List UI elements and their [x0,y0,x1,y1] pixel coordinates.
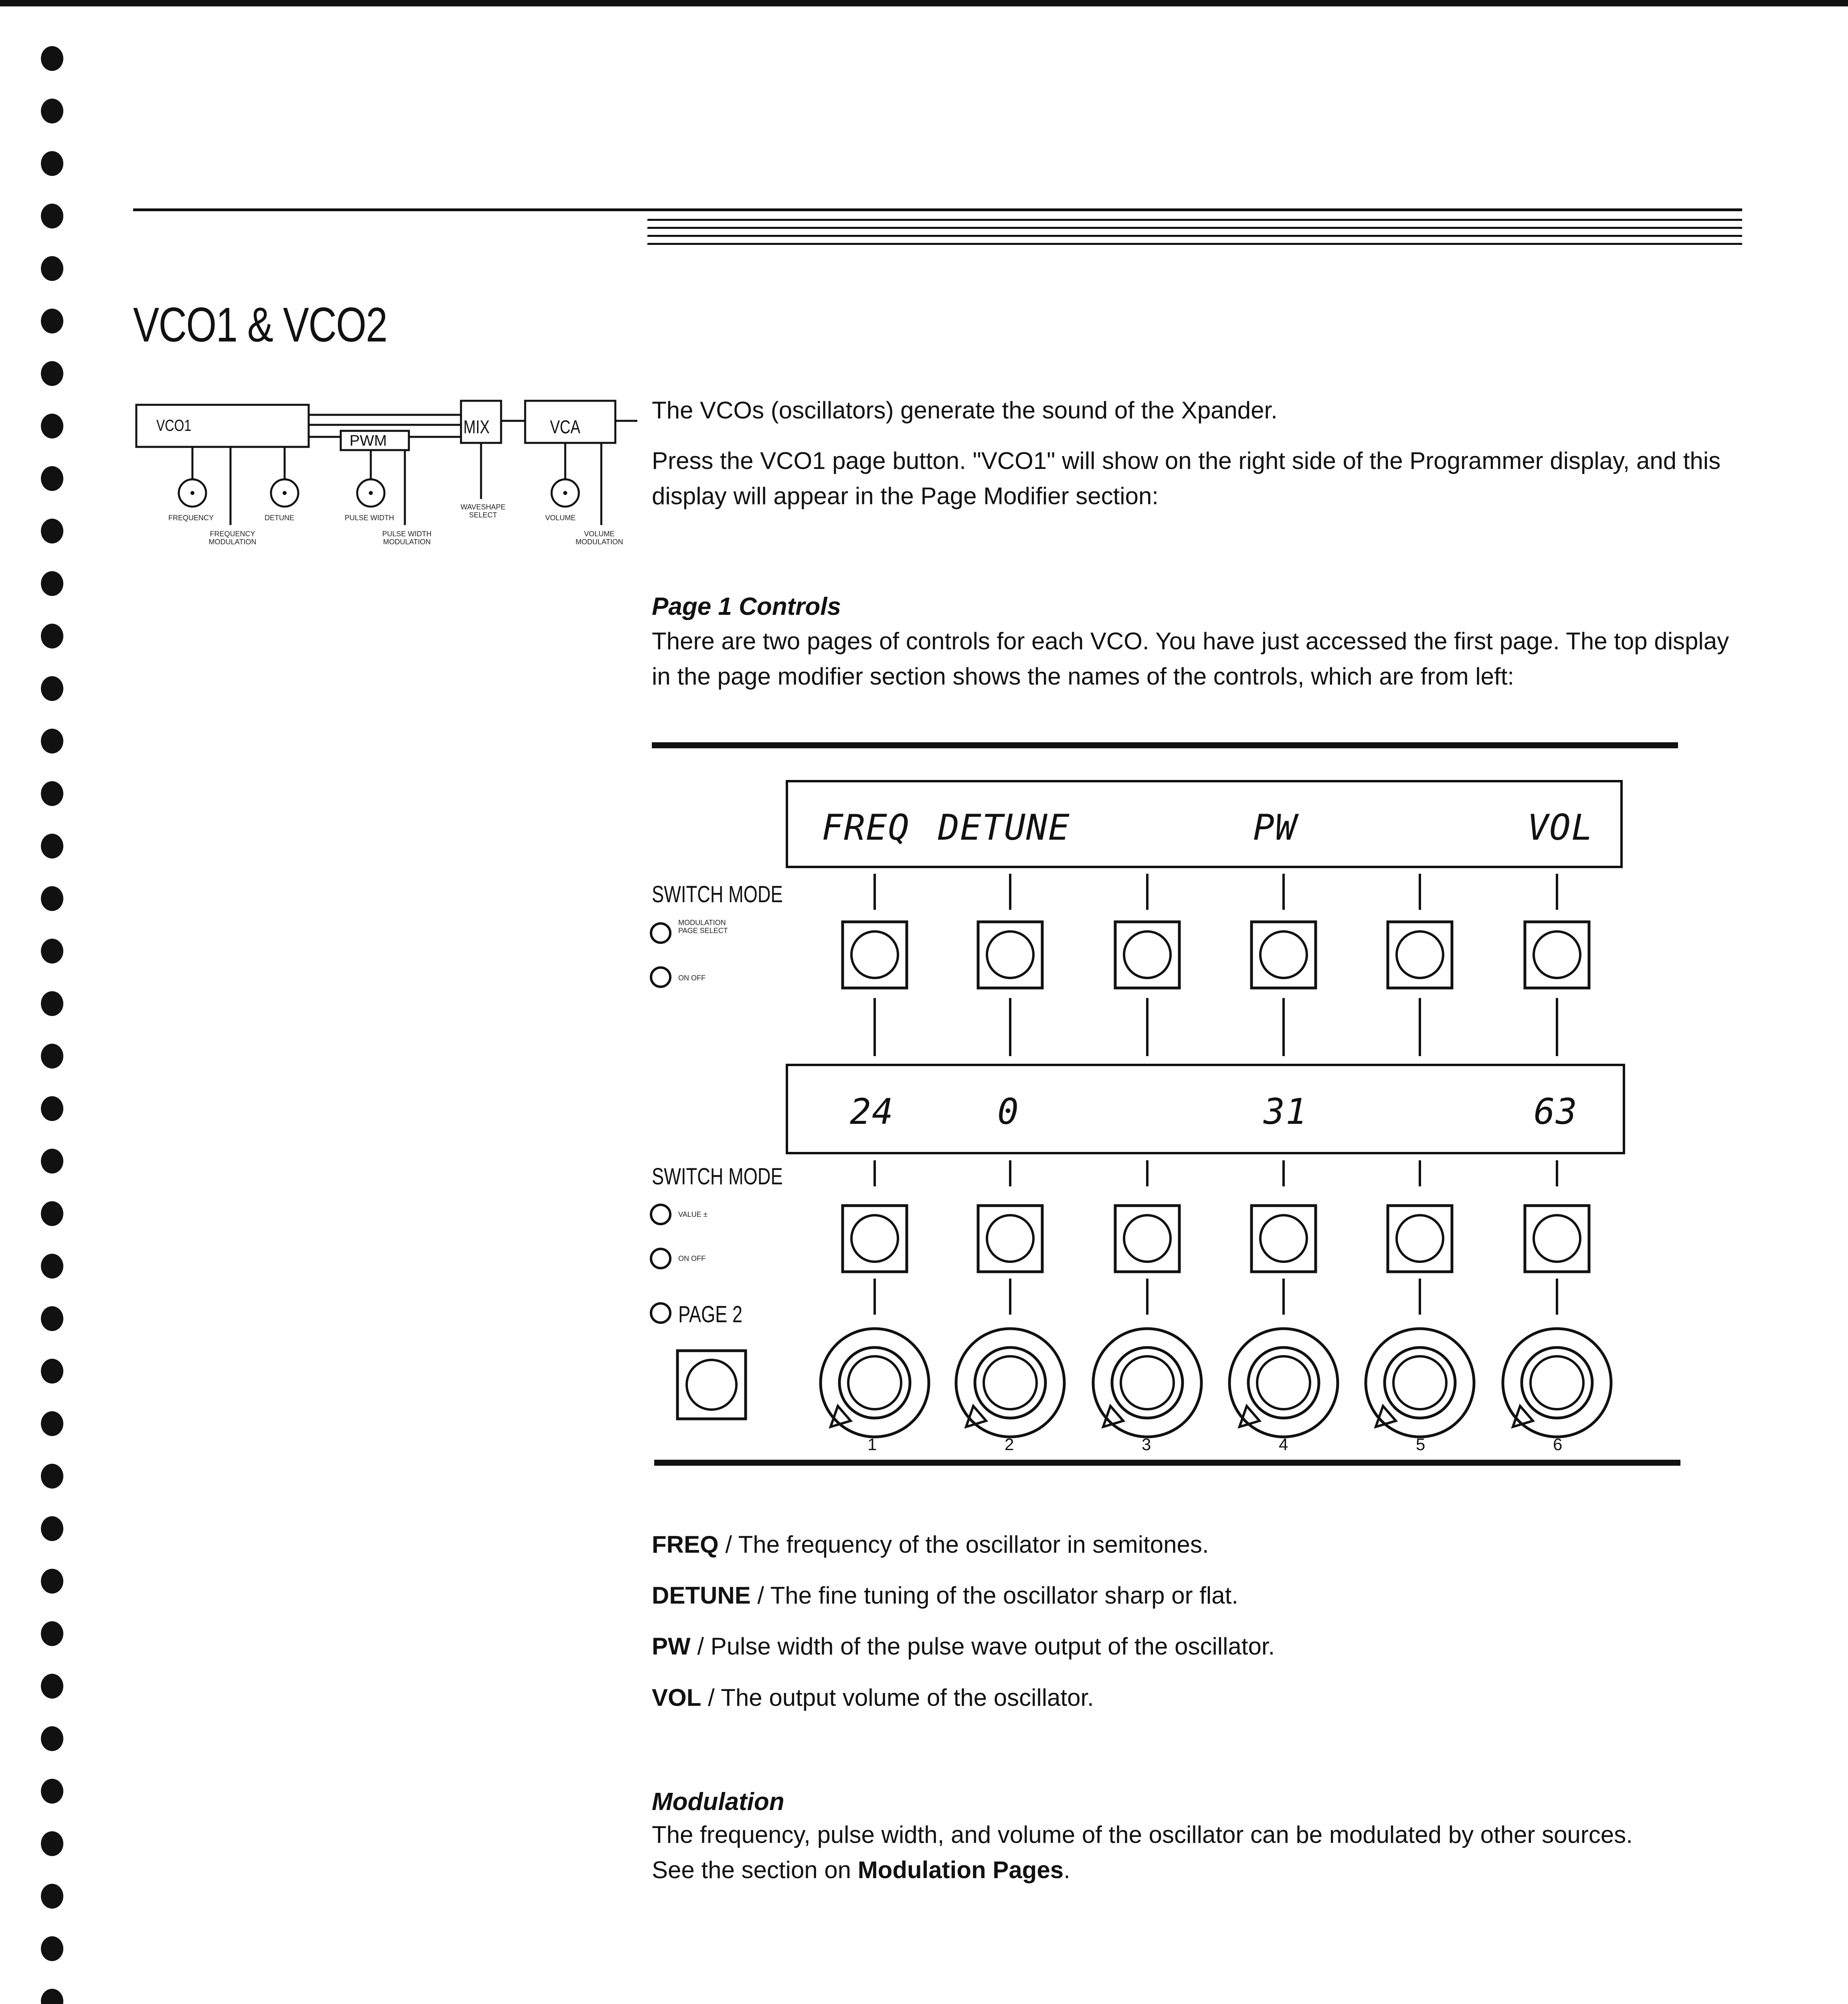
binding-hole [41,1674,63,1699]
binding-hole [41,939,63,964]
vca-box-label: VCA [550,416,580,437]
binding-hole [41,729,63,754]
binding-hole [41,1306,63,1331]
page-modifier-panel [641,866,1628,1459]
waveshape-select-label: WAVESHAPE SELECT [460,503,506,519]
header-rule [133,208,1742,211]
binding-hole [41,1569,63,1594]
knob-pointer-icon[interactable] [831,1406,851,1427]
pulse-width-knob-label: PULSE WIDTH [345,514,394,522]
definition-pw: PW / Pulse width of the pulse wave output of the oscillator. [652,1633,1275,1660]
value-knob-1[interactable] [821,1329,929,1437]
binding-hole [41,1989,63,2004]
top-display-pw: PW [1253,807,1297,848]
value-knob-6[interactable] [1503,1329,1611,1437]
knob-number-1: 1 [867,1435,877,1454]
page1-paragraph: There are two pages of controls for each VCO. You have just accessed the first page. The top display in the page modifier section shows the names of the controls, which are from left: [652,628,1729,690]
volume-modulation-label: VOLUME MODULATION [575,530,623,546]
frequency-knob-label: FREQUENCY [168,514,214,522]
header-rule-stripe [647,243,1742,245]
panel-bottom-rule [654,1460,1680,1466]
bottom-display-freq-value: 24 [850,1091,894,1132]
upper-switch-mode-label: SWITCH MODE [652,881,783,907]
value-knob-4[interactable] [1229,1329,1338,1437]
binding-hole [41,361,63,386]
page2-label: PAGE 2 [678,1301,743,1327]
binding-hole [41,571,63,596]
led-value-label: VALUE ± [678,1210,708,1218]
binding-hole [41,99,63,123]
bottom-display-vol-value: 63 [1534,1091,1578,1132]
binding-hole [41,414,63,438]
top-lcd-display [786,780,1623,868]
knob-pointer-icon[interactable] [966,1406,986,1427]
binding-hole [41,991,63,1016]
binding-hole [41,151,63,176]
top-display-detune: DETUNE [938,807,1070,848]
binding-hole [41,309,63,333]
binding-hole [41,1411,63,1436]
led-indicator [651,923,670,943]
knob-pointer-icon[interactable] [1103,1406,1123,1427]
binding-hole [41,781,63,806]
binding-hole [41,1726,63,1751]
value-knob-2[interactable] [956,1329,1064,1437]
knob-number-3: 3 [1142,1435,1151,1454]
top-display-vol: VOL [1527,807,1593,848]
binding-hole [41,1621,63,1646]
top-display-freq: FREQ [822,807,910,848]
binding-hole [41,1096,63,1121]
binding-hole [41,204,63,228]
value-knob-5[interactable] [1366,1329,1474,1437]
binding-hole [41,1779,63,1804]
binding-hole [41,1149,63,1174]
binding-hole [41,1516,63,1541]
binding-hole [41,676,63,701]
pwm-box-label: PWM [350,432,387,449]
definition-detune: DETUNE / The fine tuning of the oscillator sharp or flat. [652,1582,1238,1609]
led-indicator [651,968,670,987]
page1-heading: Page 1 Controls [652,593,841,620]
knob-number-4: 4 [1279,1435,1288,1454]
binding-hole [41,1936,63,1961]
frequency-modulation-label: FREQUENCY MODULATION [208,530,257,546]
binding-hole [41,1254,63,1279]
binding-hole [41,1044,63,1069]
definition-freq: FREQ / The frequency of the oscillator in semitones. [652,1531,1209,1558]
binding-hole [41,466,63,491]
binding-hole [41,256,63,281]
binding-hole [41,46,63,71]
knob-pointer-icon[interactable] [1513,1406,1533,1427]
header-rule-stripe [647,227,1742,229]
binding-hole [41,886,63,911]
knob-pointer-icon[interactable] [1376,1406,1396,1427]
detune-knob-label: DETUNE [265,514,295,522]
modulation-paragraph: The frequency, pulse width, and volume of the oscillator can be modulated by other sources. See the section on Modulation Pages. [652,1821,1633,1883]
led-upper-on-off-label: ON OFF [678,974,706,982]
binding-hole [41,1201,63,1226]
led-indicator [651,1303,670,1323]
section-title: VCO1 & VCO2 [133,297,387,352]
binding-hole [41,1359,63,1384]
definition-vol: VOL / The output volume of the oscillator. [652,1684,1094,1711]
led-indicator [651,1205,670,1224]
led-indicator [651,1249,670,1268]
led-lower-on-off-label: ON OFF [678,1255,706,1263]
lower-switch-mode-label: SWITCH MODE [652,1164,783,1190]
scan-top-edge [0,0,1848,6]
bottom-display-detune-value: 0 [997,1091,1019,1132]
panel-top-rule [652,742,1678,748]
knob-number-2: 2 [1005,1435,1014,1454]
led-modulation-page-select-label: MODULATION PAGE SELECT [678,919,728,935]
binding-hole [41,519,63,543]
header-rule-stripe [647,235,1742,237]
mix-box-label: MIX [463,416,490,437]
vco-box-label: VCO1 [156,417,192,434]
binding-hole [41,1884,63,1909]
modulation-heading: Modulation [652,1788,784,1816]
bottom-display-pw-value: 31 [1264,1091,1308,1132]
binding-hole [41,834,63,859]
binding-hole [41,624,63,648]
binding-hole [41,1831,63,1856]
knob-pointer-icon[interactable] [1239,1406,1260,1427]
knob-number-6: 6 [1553,1435,1563,1454]
knob-number-5: 5 [1416,1435,1425,1454]
intro-paragraph-2: Press the VCO1 page button. "VCO1" will show on the right side of the Programmer display, and this display will appear in the Page Modifier section: [652,447,1721,509]
volume-knob-label: VOLUME [545,514,576,522]
pulse-width-modulation-label: PULSE WIDTH MODULATION [382,530,432,546]
intro-paragraph-1: The VCOs (oscillators) generate the sound of the Xpander. [652,397,1278,424]
header-rule-stripe [647,219,1742,221]
value-knob-3[interactable] [1093,1329,1201,1437]
binding-hole [41,1464,63,1489]
